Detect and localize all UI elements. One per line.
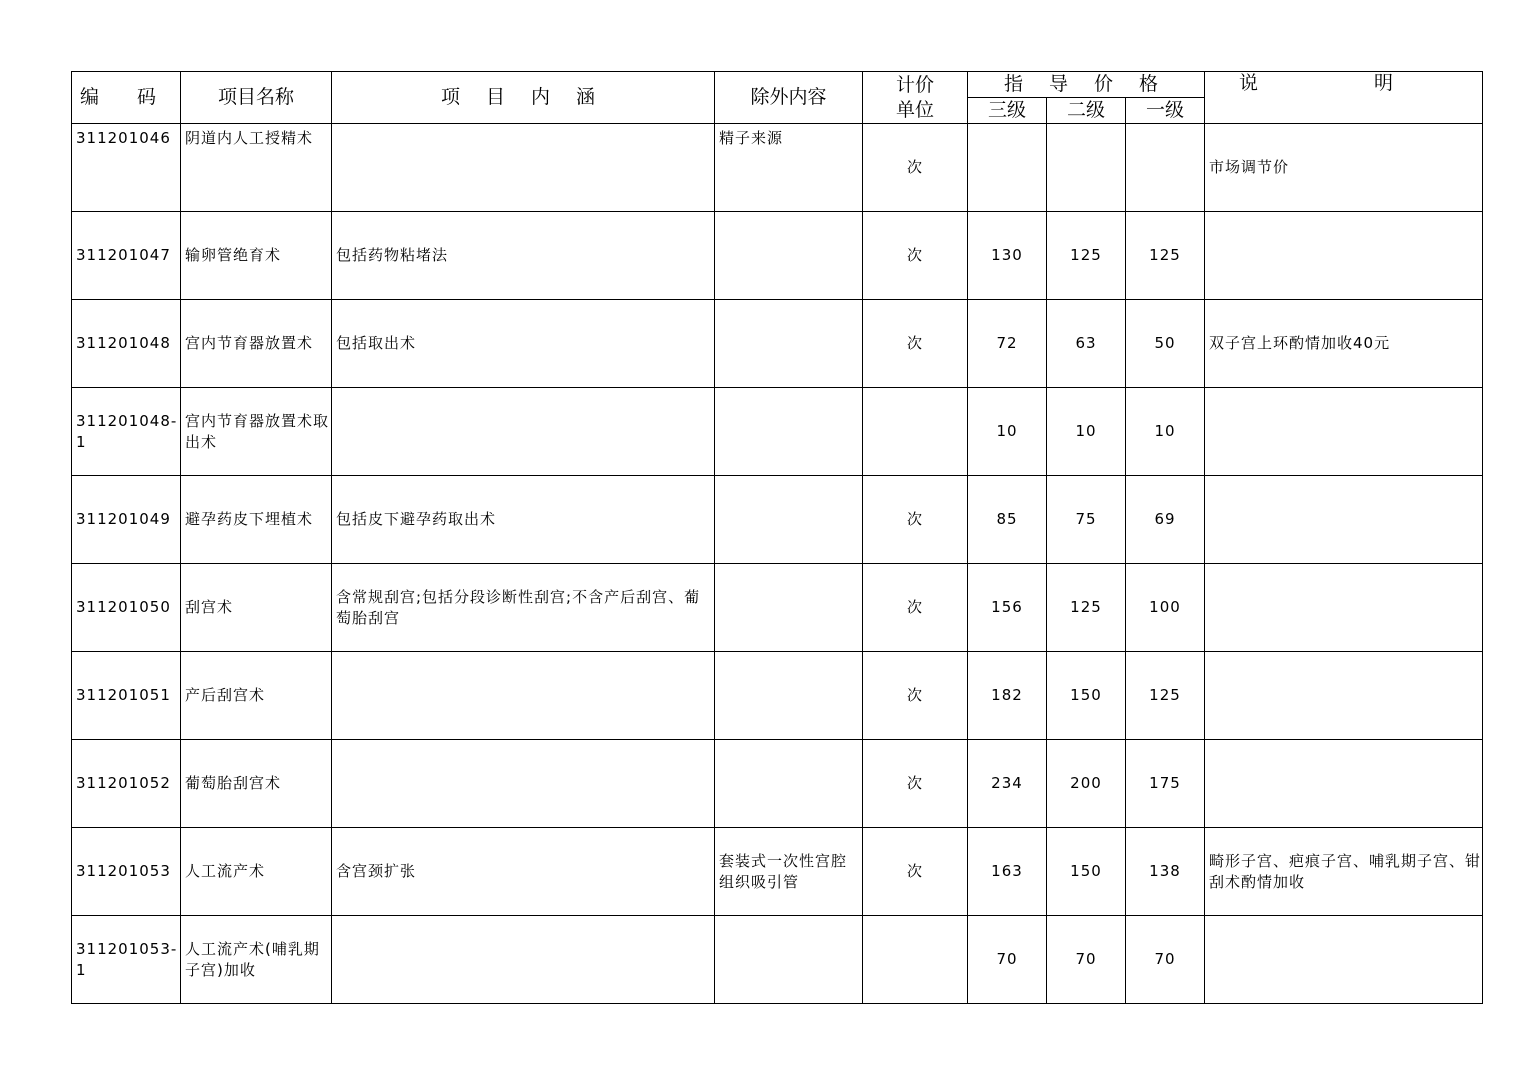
code-cell: 311201053-1 [72, 916, 181, 1004]
price-level3-cell: 163 [968, 828, 1047, 916]
content-cell [332, 652, 715, 740]
header-name: 项目名称 [181, 72, 332, 124]
code-cell: 311201047 [72, 212, 181, 300]
header-guide-price: 指 导 价 格 [968, 72, 1205, 98]
price-level1-cell: 100 [1126, 564, 1205, 652]
exclude-cell: 套装式一次性宫腔组织吸引管 [715, 828, 863, 916]
header-note: 说 明 [1205, 72, 1483, 124]
header-level2: 二级 [1047, 98, 1126, 124]
table-row [72, 124, 1483, 212]
price-level3-cell: 234 [968, 740, 1047, 828]
content-cell: 包括药物粘堵法 [332, 212, 715, 300]
name-cell: 刮宫术 [181, 564, 332, 652]
code-cell: 311201048 [72, 300, 181, 388]
note-cell [1205, 564, 1483, 652]
price-level2-cell: 200 [1047, 740, 1126, 828]
unit-cell [863, 916, 968, 1004]
table-row [72, 828, 1483, 916]
note-cell [1205, 388, 1483, 476]
price-level3-cell: 72 [968, 300, 1047, 388]
content-cell: 包括皮下避孕药取出术 [332, 476, 715, 564]
header-level1: 一级 [1126, 98, 1205, 124]
unit-cell: 次 [863, 476, 968, 564]
price-level3-cell [968, 124, 1047, 212]
exclude-cell [715, 564, 863, 652]
price-level1-cell: 125 [1126, 212, 1205, 300]
price-level1-cell [1126, 124, 1205, 212]
exclude-cell [715, 300, 863, 388]
header-unit: 计价 单位 [863, 72, 968, 124]
note-cell: 畸形子宫、疤痕子宫、哺乳期子宫、钳刮术酌情加收 [1205, 828, 1483, 916]
unit-cell: 次 [863, 740, 968, 828]
header-exclude: 除外内容 [715, 72, 863, 124]
code-cell: 311201050 [72, 564, 181, 652]
code-cell: 311201053 [72, 828, 181, 916]
content-cell [332, 124, 715, 212]
note-cell [1205, 212, 1483, 300]
price-level2-cell: 70 [1047, 916, 1126, 1004]
price-level3-cell: 130 [968, 212, 1047, 300]
exclude-cell [715, 212, 863, 300]
price-level2-cell: 75 [1047, 476, 1126, 564]
code-cell: 311201046 [72, 124, 181, 212]
price-level2-cell [1047, 124, 1126, 212]
table-row [72, 300, 1483, 388]
name-cell: 避孕药皮下埋植术 [181, 476, 332, 564]
price-level2-cell: 150 [1047, 828, 1126, 916]
price-level3-cell: 85 [968, 476, 1047, 564]
code-cell: 311201048-1 [72, 388, 181, 476]
content-cell [332, 740, 715, 828]
content-cell: 含宫颈扩张 [332, 828, 715, 916]
note-cell: 双子宫上环酌情加收40元 [1205, 300, 1483, 388]
price-level1-cell: 10 [1126, 388, 1205, 476]
name-cell: 人工流产术(哺乳期子宫)加收 [181, 916, 332, 1004]
unit-cell: 次 [863, 124, 968, 212]
exclude-cell: 精子来源 [715, 124, 863, 212]
exclude-cell [715, 476, 863, 564]
price-table-body [72, 72, 1483, 1004]
price-level1-cell: 138 [1126, 828, 1205, 916]
name-cell: 葡萄胎刮宫术 [181, 740, 332, 828]
note-cell: 市场调节价 [1205, 124, 1483, 212]
price-level3-cell: 70 [968, 916, 1047, 1004]
note-cell [1205, 476, 1483, 564]
content-cell: 含常规刮宫;包括分段诊断性刮宫;不含产后刮宫、葡萄胎刮宫 [332, 564, 715, 652]
table-row [72, 476, 1483, 564]
price-level2-cell: 63 [1047, 300, 1126, 388]
unit-cell: 次 [863, 652, 968, 740]
price-level2-cell: 125 [1047, 564, 1126, 652]
table-row [72, 212, 1483, 300]
exclude-cell [715, 652, 863, 740]
price-level1-cell: 70 [1126, 916, 1205, 1004]
exclude-cell [715, 388, 863, 476]
price-level2-cell: 150 [1047, 652, 1126, 740]
unit-cell: 次 [863, 212, 968, 300]
header-code: 编 码 [72, 72, 181, 124]
price-level2-cell: 10 [1047, 388, 1126, 476]
price-table [71, 71, 1483, 1004]
code-cell: 311201049 [72, 476, 181, 564]
table-row [72, 916, 1483, 1004]
header-content: 项 目 内 涵 [332, 72, 715, 124]
table-row [72, 652, 1483, 740]
price-level3-cell: 156 [968, 564, 1047, 652]
name-cell: 宫内节育器放置术取出术 [181, 388, 332, 476]
exclude-cell [715, 916, 863, 1004]
content-cell [332, 916, 715, 1004]
note-cell [1205, 740, 1483, 828]
table-row [72, 740, 1483, 828]
code-cell: 311201051 [72, 652, 181, 740]
unit-cell: 次 [863, 564, 968, 652]
unit-cell: 次 [863, 828, 968, 916]
name-cell: 产后刮宫术 [181, 652, 332, 740]
name-cell: 阴道内人工授精术 [181, 124, 332, 212]
exclude-cell [715, 740, 863, 828]
code-cell: 311201052 [72, 740, 181, 828]
name-cell: 输卵管绝育术 [181, 212, 332, 300]
header-level3: 三级 [968, 98, 1047, 124]
price-level1-cell: 125 [1126, 652, 1205, 740]
table-row [72, 564, 1483, 652]
content-cell [332, 388, 715, 476]
content-cell: 包括取出术 [332, 300, 715, 388]
price-level3-cell: 10 [968, 388, 1047, 476]
table-row [72, 388, 1483, 476]
name-cell: 宫内节育器放置术 [181, 300, 332, 388]
price-level1-cell: 175 [1126, 740, 1205, 828]
price-level1-cell: 69 [1126, 476, 1205, 564]
price-level2-cell: 125 [1047, 212, 1126, 300]
price-level3-cell: 182 [968, 652, 1047, 740]
note-cell [1205, 652, 1483, 740]
unit-cell: 次 [863, 300, 968, 388]
note-cell [1205, 916, 1483, 1004]
price-level1-cell: 50 [1126, 300, 1205, 388]
unit-cell [863, 388, 968, 476]
name-cell: 人工流产术 [181, 828, 332, 916]
